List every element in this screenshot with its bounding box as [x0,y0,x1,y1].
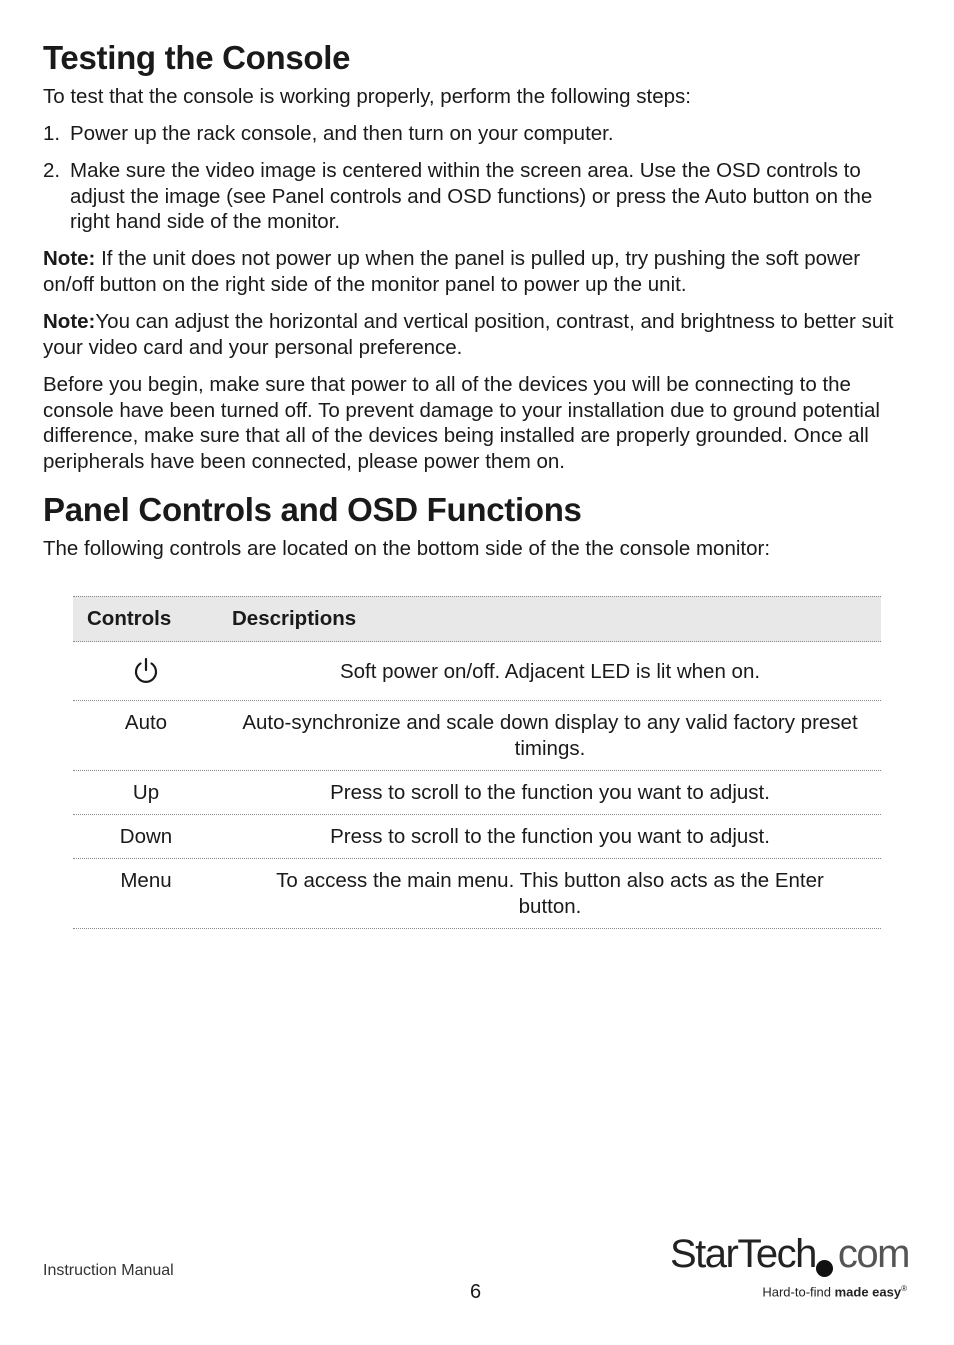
description-cell: To access the main menu. This button also acts as the Enter button. [276,869,824,918]
logo-tagline [762,1284,907,1299]
step-text: Power up the rack console, and then turn on your computer. [70,122,614,145]
table-header-row [73,596,881,642]
note-label: Note: [43,247,96,270]
footer-document-label: Instruction Manual [43,1262,174,1279]
section-title-panel-controls: Panel Controls and OSD Functions [43,491,582,528]
panel-controls-intro: The following controls are located on the bottom side of the the console monitor: [43,537,771,560]
power-icon [131,656,161,686]
control-cell [73,656,219,693]
logo-suffix: com [837,1232,909,1276]
step-text: Make sure the video image is centered within the screen area. Use the OSD controls to adjust the image (see Panel controls and OSD functions) or press the Auto button on the right hand side of the monitor. [70,159,873,233]
header-controls: Controls [87,607,172,630]
startech-logo [670,1232,915,1302]
logo-dot-icon [816,1260,833,1277]
section-title-testing: Testing the Console [43,39,351,76]
page-number: 6 [470,1281,482,1303]
description-cell: Press to scroll to the function you want to adjust. [330,781,770,804]
before-you-begin-paragraph: Before you begin, make sure that power to all of the devices you will be connecting to the console have been turned off. To prevent damage to your installation due to ground potential difference, make sure that all of the devices being installed are properly grounded. Once all peripherals have been connected, please power them on. [43,373,880,473]
table-row [73,859,881,929]
controls-table [73,596,881,929]
note-text: You can adjust the horizontal and vertical position, contrast, and brightness to better suit your video card and your personal preference. [43,310,894,359]
description-cell: Auto-synchronize and scale down display to any valid factory preset timings. [242,711,858,760]
description-cell: Press to scroll to the function you want to adjust. [330,825,770,848]
tagline-part: Hard-to-find [762,1284,835,1300]
registered-mark: ® [901,1284,907,1293]
table-row [73,815,881,859]
table-row [73,642,881,701]
logo-text: StarTech [670,1232,816,1276]
header-descriptions: Descriptions [232,607,357,630]
note-label: Note: [43,310,96,333]
control-cell: Auto [124,711,168,734]
note-1 [43,246,913,297]
control-cell: Down [119,825,173,848]
step-number: 2. [43,159,61,182]
logo-wordmark [670,1232,909,1277]
control-cell: Menu [120,869,172,892]
note-text: If the unit does not power up when the panel is pulled up, try pushing the soft power on/off button on the right side of the monitor panel to power up the unit. [43,247,861,296]
table-row [73,701,881,771]
control-cell: Up [132,781,160,804]
table-row [73,771,881,815]
note-2 [43,309,913,360]
step-number: 1. [43,122,61,145]
testing-intro: To test that the console is working properly, perform the following steps: [43,85,691,108]
description-cell: Soft power on/off. Adjacent LED is lit when on. [339,660,761,683]
tagline-bold: made easy [834,1284,902,1300]
